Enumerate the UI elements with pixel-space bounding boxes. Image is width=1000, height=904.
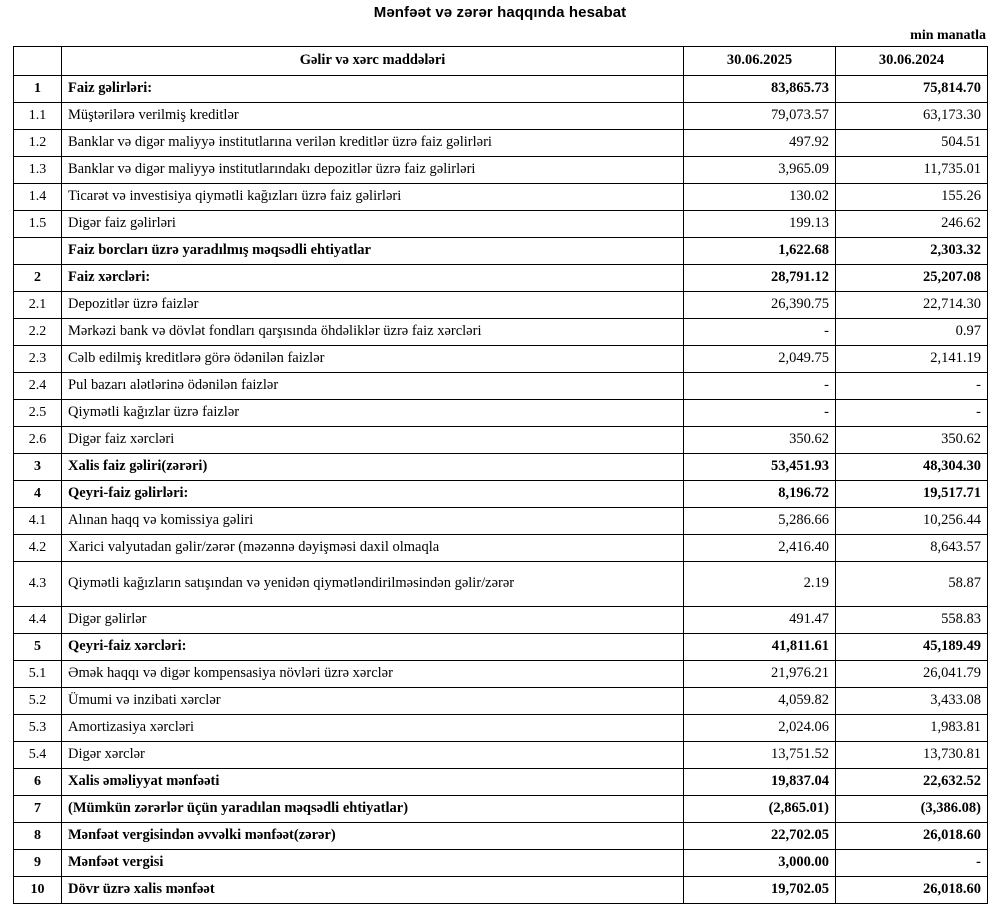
row-value-period-2: 45,189.49 [836, 634, 988, 661]
row-number: 1.3 [14, 157, 62, 184]
row-number: 6 [14, 769, 62, 796]
row-description: Xarici valyutadan gəlir/zərər (məzənnə dəyişməsi daxil olmaqla [62, 535, 684, 562]
table-header [14, 47, 988, 76]
row-description: (Mümkün zərərlər üçün yaradılan məqsədli ehtiyatlar) [62, 796, 684, 823]
row-value-period-2: 63,173.30 [836, 103, 988, 130]
table-row [14, 769, 988, 796]
row-value-period-2: 8,643.57 [836, 535, 988, 562]
row-description: Banklar və digər maliyyə institutlarındakı depozitlər üzrə faiz gəlirləri [62, 157, 684, 184]
row-description: Əmək haqqı və digər kompensasiya növləri üzrə xərclər [62, 661, 684, 688]
row-value-period-2: 504.51 [836, 130, 988, 157]
row-description: Müştərilərə verilmiş kreditlər [62, 103, 684, 130]
row-number: 4.1 [14, 508, 62, 535]
row-value-period-1: 2,416.40 [684, 535, 836, 562]
row-value-period-1: - [684, 319, 836, 346]
row-value-period-2: 26,041.79 [836, 661, 988, 688]
row-value-period-2: - [836, 400, 988, 427]
row-number: 5.1 [14, 661, 62, 688]
row-value-period-2: 2,141.19 [836, 346, 988, 373]
row-description: Amortizasiya xərcləri [62, 715, 684, 742]
row-value-period-2: (3,386.08) [836, 796, 988, 823]
row-description: Alınan haqq və komissiya gəliri [62, 508, 684, 535]
row-description: Digər faiz gəlirləri [62, 211, 684, 238]
row-value-period-2: 155.26 [836, 184, 988, 211]
table-row [14, 184, 988, 211]
row-number: 1 [14, 76, 62, 103]
row-value-period-2: 26,018.60 [836, 877, 988, 904]
row-value-period-1: 199.13 [684, 211, 836, 238]
column-header-number [14, 47, 62, 76]
row-value-period-2: 350.62 [836, 427, 988, 454]
row-value-period-2: 0.97 [836, 319, 988, 346]
column-header-period-2: 30.06.2024 [836, 47, 988, 76]
row-number: 4.4 [14, 607, 62, 634]
row-value-period-1: 1,622.68 [684, 238, 836, 265]
row-value-period-2: 3,433.08 [836, 688, 988, 715]
row-value-period-1: - [684, 400, 836, 427]
table-row [14, 508, 988, 535]
row-value-period-1: 19,702.05 [684, 877, 836, 904]
row-value-period-1: (2,865.01) [684, 796, 836, 823]
row-number: 4.2 [14, 535, 62, 562]
row-description: Mənfəət vergisindən əvvəlki mənfəət(zərər) [62, 823, 684, 850]
row-description: Ümumi və inzibati xərclər [62, 688, 684, 715]
row-value-period-2: - [836, 850, 988, 877]
row-description: Faiz gəlirləri: [62, 76, 684, 103]
table-row [14, 823, 988, 850]
row-value-period-2: 558.83 [836, 607, 988, 634]
row-description: Qeyri-faiz xərcləri: [62, 634, 684, 661]
row-value-period-2: 2,303.32 [836, 238, 988, 265]
row-value-period-1: 79,073.57 [684, 103, 836, 130]
row-value-period-1: 8,196.72 [684, 481, 836, 508]
table-row [14, 634, 988, 661]
table-row [14, 103, 988, 130]
row-description: Dövr üzrə xalis mənfəət [62, 877, 684, 904]
table-row [14, 157, 988, 184]
row-value-period-1: 19,837.04 [684, 769, 836, 796]
row-value-period-1: 53,451.93 [684, 454, 836, 481]
row-number [14, 238, 62, 265]
row-value-period-1: 3,965.09 [684, 157, 836, 184]
row-number: 9 [14, 850, 62, 877]
row-value-period-1: 350.62 [684, 427, 836, 454]
table-row [14, 319, 988, 346]
row-description: Banklar və digər maliyyə institutlarına verilən kreditlər üzrə faiz gəlirləri [62, 130, 684, 157]
row-number: 1.1 [14, 103, 62, 130]
row-number: 4 [14, 481, 62, 508]
table-row [14, 292, 988, 319]
row-description: Qiymətli kağızların satışından və yenidən qiymətləndirilməsindən gəlir/zərər [62, 562, 684, 607]
row-description: Xalis əməliyyat mənfəəti [62, 769, 684, 796]
table-row [14, 562, 988, 607]
table-row [14, 742, 988, 769]
row-description: Faiz xərcləri: [62, 265, 684, 292]
table-row [14, 877, 988, 904]
row-value-period-1: 21,976.21 [684, 661, 836, 688]
row-value-period-2: 246.62 [836, 211, 988, 238]
table-row [14, 427, 988, 454]
row-description: Mərkəzi bank və dövlət fondları qarşısında öhdəliklər üzrə faiz xərcləri [62, 319, 684, 346]
row-value-period-2: - [836, 373, 988, 400]
table-row [14, 130, 988, 157]
row-value-period-2: 48,304.30 [836, 454, 988, 481]
row-value-period-1: 3,000.00 [684, 850, 836, 877]
table-row [14, 688, 988, 715]
table-row [14, 265, 988, 292]
row-value-period-2: 58.87 [836, 562, 988, 607]
column-header-description: Gəlir və xərc maddələri [62, 47, 684, 76]
row-value-period-2: 19,517.71 [836, 481, 988, 508]
row-value-period-1: 28,791.12 [684, 265, 836, 292]
row-value-period-2: 25,207.08 [836, 265, 988, 292]
row-number: 3 [14, 454, 62, 481]
row-value-period-2: 22,632.52 [836, 769, 988, 796]
row-value-period-1: 13,751.52 [684, 742, 836, 769]
row-description: Pul bazarı alətlərinə ödənilən faizlər [62, 373, 684, 400]
row-description: Digər faiz xərcləri [62, 427, 684, 454]
row-number: 2.4 [14, 373, 62, 400]
row-value-period-1: 5,286.66 [684, 508, 836, 535]
row-description: Qeyri-faiz gəlirləri: [62, 481, 684, 508]
table-row [14, 850, 988, 877]
row-number: 4.3 [14, 562, 62, 607]
row-number: 5 [14, 634, 62, 661]
row-description: Ticarət və investisiya qiymətli kağızları üzrə faiz gəlirləri [62, 184, 684, 211]
row-number: 7 [14, 796, 62, 823]
table-row [14, 454, 988, 481]
row-value-period-1: 2.19 [684, 562, 836, 607]
column-header-period-1: 30.06.2025 [684, 47, 836, 76]
table-body [14, 76, 988, 904]
row-description: Cəlb edilmiş kreditlərə görə ödənilən faizlər [62, 346, 684, 373]
row-number: 2.6 [14, 427, 62, 454]
row-value-period-1: 4,059.82 [684, 688, 836, 715]
row-number: 2 [14, 265, 62, 292]
row-value-period-1: 41,811.61 [684, 634, 836, 661]
table-row [14, 400, 988, 427]
row-description: Xalis faiz gəliri(zərəri) [62, 454, 684, 481]
row-number: 2.3 [14, 346, 62, 373]
row-description: Qiymətli kağızlar üzrə faizlər [62, 400, 684, 427]
table-row [14, 661, 988, 688]
table-row [14, 373, 988, 400]
row-value-period-2: 13,730.81 [836, 742, 988, 769]
row-value-period-1: 130.02 [684, 184, 836, 211]
table-row [14, 211, 988, 238]
row-value-period-2: 26,018.60 [836, 823, 988, 850]
table-row [14, 481, 988, 508]
table-row [14, 715, 988, 742]
units-label: min manatla [910, 28, 986, 43]
row-value-period-1: 2,024.06 [684, 715, 836, 742]
row-value-period-1: - [684, 373, 836, 400]
row-number: 1.2 [14, 130, 62, 157]
row-description: Digər xərclər [62, 742, 684, 769]
table-row [14, 238, 988, 265]
row-number: 1.5 [14, 211, 62, 238]
row-description: Digər gəlirlər [62, 607, 684, 634]
row-description: Depozitlər üzrə faizlər [62, 292, 684, 319]
row-value-period-1: 2,049.75 [684, 346, 836, 373]
row-value-period-1: 491.47 [684, 607, 836, 634]
row-description: Faiz borcları üzrə yaradılmış məqsədli ehtiyatlar [62, 238, 684, 265]
table-row [14, 796, 988, 823]
table-row [14, 607, 988, 634]
row-description: Mənfəət vergisi [62, 850, 684, 877]
row-number: 1.4 [14, 184, 62, 211]
table-row [14, 76, 988, 103]
table-header-row [14, 47, 988, 76]
row-value-period-2: 1,983.81 [836, 715, 988, 742]
table-row [14, 535, 988, 562]
page-title: Mənfəət və zərər haqqında hesabat [373, 4, 627, 21]
profit-loss-table [13, 46, 988, 904]
row-value-period-1: 26,390.75 [684, 292, 836, 319]
row-value-period-1: 497.92 [684, 130, 836, 157]
row-number: 5.4 [14, 742, 62, 769]
row-number: 2.1 [14, 292, 62, 319]
row-value-period-2: 75,814.70 [836, 76, 988, 103]
row-number: 2.5 [14, 400, 62, 427]
row-number: 10 [14, 877, 62, 904]
table-row [14, 346, 988, 373]
row-value-period-2: 11,735.01 [836, 157, 988, 184]
row-number: 5.2 [14, 688, 62, 715]
row-number: 2.2 [14, 319, 62, 346]
row-value-period-2: 22,714.30 [836, 292, 988, 319]
row-number: 8 [14, 823, 62, 850]
row-value-period-1: 83,865.73 [684, 76, 836, 103]
row-value-period-2: 10,256.44 [836, 508, 988, 535]
row-number: 5.3 [14, 715, 62, 742]
row-value-period-1: 22,702.05 [684, 823, 836, 850]
